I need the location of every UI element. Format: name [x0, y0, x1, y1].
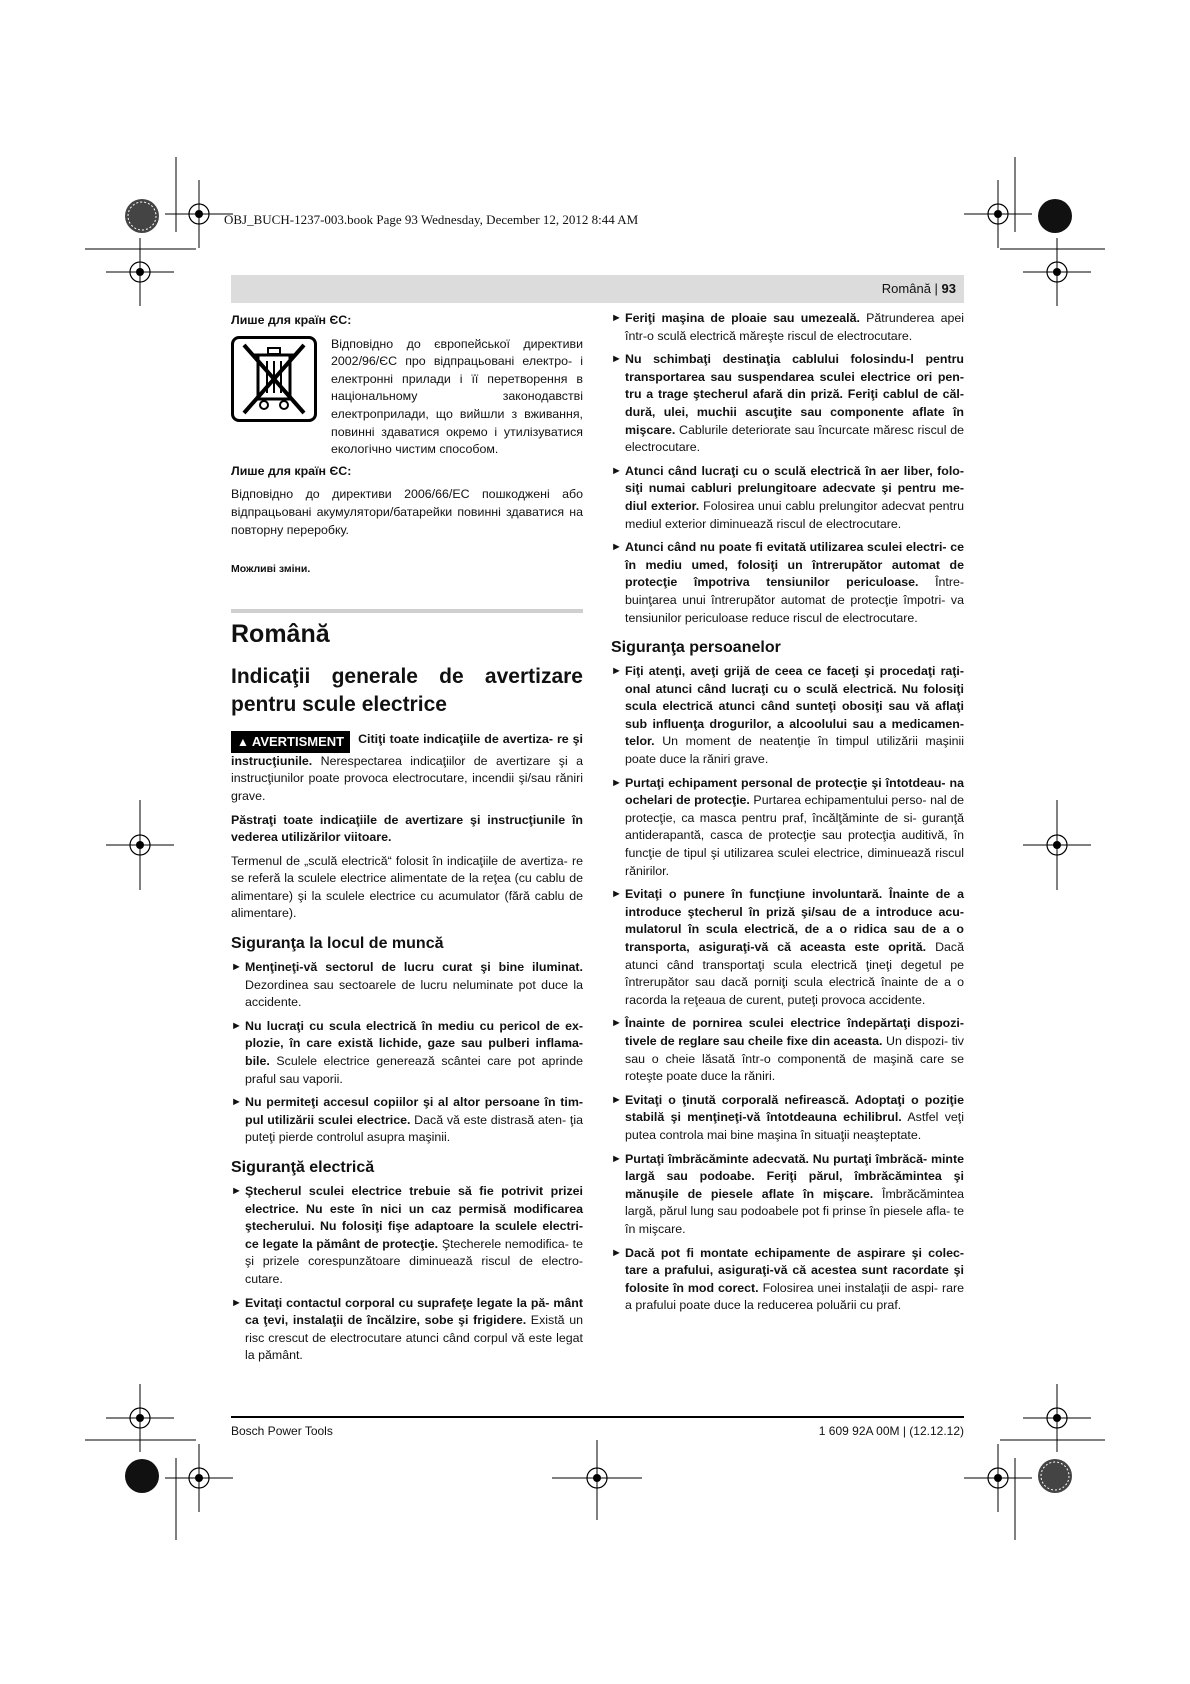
- list-item: [611, 310, 964, 345]
- warning-badge: [231, 731, 350, 753]
- item-text: Folosirea unui cablu prelungitor adecvat pentru mediul exterior diminuează riscul de electrocutare.: [625, 498, 964, 531]
- bullet-triangle-icon: ►: [231, 1019, 242, 1032]
- item-bold: Menţineţi-vă sectorul de lucru curat şi bine iluminat.: [245, 960, 583, 975]
- item-bold: Nu schimbaţi destinaţia cablului folosindu-l pentru transportarea sau suspendarea sculei electrice ori pen- tru a trage ştecherul afară din priză. Feriţi cablul de căl- dură, ulei, muchii ascuţite sau componente aflate în mişcare.: [625, 352, 964, 437]
- list-item: [611, 1015, 964, 1085]
- bullet-triangle-icon: ►: [611, 888, 622, 901]
- item-text: Pătrunderea apei într-o sculă electrică măreşte riscul de electrocutare.: [625, 311, 964, 343]
- section-title: Română: [231, 619, 330, 648]
- item-text: Sculele electrice generează scântei care pot aprinde praful sau vaporii.: [245, 1054, 583, 1086]
- item-bold: Dacă pot fi montate echipamente de aspirare şi colec- tare a prafului, asiguraţi-vă că acestea sunt racordate şi folosite în mod corect.: [625, 1245, 964, 1295]
- header-language: Română: [881, 281, 931, 296]
- bullet-triangle-icon: ►: [231, 1296, 242, 1309]
- item-text: Purtarea echipamentului perso- nal de protecţie, ca masca pentru praf, încălţăminte de si- guranţă antiderapantă, casca de protecţie sau protecţia auditivă, în funcţie de tipul şi utilizarea sculei electrice, diminuează riscul rănirilor.: [625, 793, 964, 878]
- item-text: Îmbrăcămintea largă, părul lung sau podoabele pot fi prinse în piesele afla- te în mişcare.: [625, 1186, 964, 1236]
- page-header: [882, 281, 956, 296]
- list-item: [611, 1245, 964, 1315]
- weee-notice: [231, 336, 583, 459]
- warning-paragraph: [231, 731, 583, 806]
- list-item: [231, 959, 583, 1012]
- bullet-triangle-icon: ►: [611, 353, 622, 366]
- list-item: [611, 351, 964, 457]
- item-bold: Evitaţi o punere în funcţiune involuntară. Înainte de a introduce ştecherul în priză şi/sau de a introduce acu- mulatorul în scula electrică, de a o ridica sau de a o transporta, asiguraţi-vă că aceasta este oprită.: [625, 887, 964, 954]
- bullet-triangle-icon: ►: [611, 1093, 622, 1106]
- item-bold: Înainte de pornirea sculei electrice îndepărtaţi dispozi- tivele de reglare sau cheile fixe din aceasta.: [625, 1016, 964, 1048]
- heading-electrical-safety: Siguranţă electrică: [231, 1159, 375, 1176]
- list-item: [231, 1295, 583, 1365]
- item-bold: Feriţi maşina de ploaie sau umezeală.: [625, 311, 860, 325]
- list-item: [611, 1151, 964, 1239]
- item-bold: Evitaţi contactul corporal cu suprafeţe legate la pă- mânt ca ţevi, instalaţii de încălzire, sobe şi frigidere.: [245, 1295, 583, 1328]
- bullet-triangle-icon: ►: [611, 464, 622, 477]
- bullet-triangle-icon: ►: [611, 541, 622, 554]
- item-text: Un moment de neatenţie în timpul utilizării maşinii poate duce la răniri grave.: [625, 734, 964, 767]
- item-text: Ştecherele nemodifica- te şi prizele corespunzătoare diminuează riscul de electro- cutare.: [245, 1236, 584, 1286]
- section-divider: [231, 609, 583, 613]
- eu-only-heading-2: Лише для країн ЄС:: [231, 463, 352, 478]
- list-item: [611, 1092, 964, 1145]
- list-item: [611, 663, 964, 769]
- bullet-triangle-icon: ►: [611, 776, 622, 789]
- list-item: [611, 463, 964, 533]
- list-item: [611, 775, 964, 881]
- item-bold: Atunci când nu poate fi evitată utilizarea sculei electri- ce în mediu umed, folosiţi un întrerupător automat de protecţie împotriva tensiunilor periculoase.: [625, 540, 964, 590]
- warning-badge-label: AVERTISMENT: [251, 733, 345, 749]
- right-column: [611, 310, 964, 1321]
- list-item: [611, 539, 964, 627]
- bullet-triangle-icon: ►: [611, 1017, 622, 1030]
- bullet-triangle-icon: ►: [611, 1152, 622, 1165]
- item-bold: Evitaţi o ţinută corporală nefirească. Adoptaţi o poziţie stabilă şi menţineţi-vă întotdeauna echilibrul.: [625, 1092, 964, 1125]
- bullet-triangle-icon: ►: [231, 1096, 242, 1109]
- page-number: 93: [941, 281, 956, 296]
- item-bold: Purtaţi echipament personal de protecţie şi întotdeau- na ochelari de protecţie.: [625, 775, 964, 808]
- subject-to-change: Можливі зміни.: [231, 563, 311, 576]
- doc-title: Indicaţii generale de avertizare pentru scule electrice: [231, 664, 583, 716]
- item-text: Dacă vă este distrasă aten- ţia puteţi pierde controlul asupra maşinii.: [245, 1112, 583, 1145]
- warning-triangle-icon: ▲: [237, 734, 249, 749]
- item-bold: Purtaţi îmbrăcăminte adecvată. Nu purtaţi îmbrăcă- minte largă sau podoabe. Feriţi părul, îmbrăcămintea şi mănuşile de piesele aflate în mişcare.: [625, 1151, 964, 1201]
- item-bold: Nu permiteţi accesul copiilor şi al altor persoane în tim- pul utilizării sculei electrice.: [245, 1095, 583, 1127]
- item-text: Un dispozi- tiv sau o cheie lăsată într-o componentă de maşină care se roteşte poate duce la răniri.: [625, 1033, 964, 1084]
- list-item: [611, 886, 964, 1009]
- item-bold: Fiţi atenţi, aveţi grijă de ceea ce faceţi şi procedaţi raţi- onal atunci când lucraţi cu o sculă electrică. Nu folosiţi scula electrică atunci când sunteţi obosiţi sau vă aflaţi sub influenţa drogurilor, a alcoolului sau a medicamen- telor.: [625, 664, 964, 749]
- list-item: [231, 1018, 583, 1088]
- item-text: Cablurile deteriorate sau încurcate măresc riscul de electrocutare.: [625, 422, 964, 455]
- header-separator: |: [930, 281, 942, 296]
- print-slug: OBJ_BUCH-1237-003.book Page 93 Wednesday, December 12, 2012 8:44 AM: [224, 212, 639, 227]
- weee-text: Відповідно до європейської директиви 2002/96/ЄС про відпрацьовані електро- і електронні прилади і її перетворення в національному законодавстві електроприлади, що вийшли з вживання, повинні здаватися окремо і утилізуватися екологічно чистим способом.: [331, 336, 583, 457]
- battery-disposal-text: Відповідно до директиви 2006/66/EC пошкоджені або відпрацьовані акумулятори/батарейки повинні здаватися на повторну переробку.: [231, 487, 583, 537]
- bullet-triangle-icon: ►: [611, 665, 622, 678]
- footer-code: 1 609 92A 00M | (12.12.12): [818, 1424, 964, 1438]
- item-text: Dacă atunci când transportaţi scula electrică ţineţi degetul pe întrerupător sau dacă porniţi scula electrică înainte de a o racorda la reţeaua de curent, puteţi provoca accidente.: [625, 940, 964, 1007]
- item-text: Există un risc crescut de electrocutare atunci când corpul vă este legat la pământ.: [245, 1313, 583, 1363]
- list-item: [231, 1183, 583, 1289]
- heading-work-area: Siguranţa la locul de muncă: [231, 935, 444, 953]
- item-bold: Ştecherul sculei electrice trebuie să fie potrivit prizei electrice. Nu este în nici un caz permisă modificarea ştecherului. Nu folosiţi fişe adaptoare la sculele electri- ce legate la pământ de protecţie.: [245, 1184, 583, 1251]
- footer-rule: [231, 1416, 964, 1418]
- list-item: [231, 1094, 583, 1147]
- bullet-triangle-icon: ►: [231, 1185, 242, 1197]
- item-text: Astfel veţi putea controla mai bine maşina în situaţii neaşteptate.: [625, 1110, 964, 1142]
- keep-instructions: Păstraţi toate indicaţiile de avertizare şi instrucţiunile în vederea utilizărilor viitoare.: [231, 812, 583, 845]
- left-column: [231, 312, 583, 1371]
- eu-only-heading-1: Лише для країн ЄС:: [231, 313, 352, 327]
- crossed-bin-icon: [231, 336, 317, 422]
- item-bold: Nu lucraţi cu scula electrică în mediu cu pericol de ex- plozie, în care există lichide, gaze sau pulberi inflama- bile.: [245, 1018, 583, 1069]
- heading-personal-safety: Siguranţa persoanelor: [611, 639, 781, 657]
- item-text: Dezordinea sau sectoarele de lucru neluminate pot duce la accidente.: [245, 977, 583, 1010]
- page-header-bar: [231, 275, 964, 303]
- item-text: Între- buinţarea unui întrerupător automat de protecţie împotri- va tensiunilor periculoase reduce riscul de electrocutare.: [625, 575, 964, 625]
- bullet-triangle-icon: ►: [611, 312, 622, 324]
- bullet-triangle-icon: ►: [611, 1246, 622, 1259]
- item-text: Folosirea unei instalaţii de aspi- rare a prafului poate duce la reducerea poluării cu praf.: [625, 1280, 965, 1313]
- bullet-triangle-icon: ►: [231, 961, 242, 974]
- footer-brand: Bosch Power Tools: [231, 1424, 333, 1438]
- warning-bold: Citiţi toate indicaţiile de avertiza- re şi instrucţiunile.: [231, 731, 583, 768]
- item-bold: Atunci când lucraţi cu o sculă electrică în aer liber, folo- siţi numai cabluri prelungitoare adecvate şi pentru me- diul exterior.: [625, 463, 964, 513]
- warning-text: Nerespectarea indicaţiilor de avertizare şi a instrucţiunilor poate provoca electrocutare, incendii şi/sau răniri grave.: [231, 753, 583, 803]
- term-definition: Termenul de „sculă electrică“ folosit în indicaţiile de avertiza- re se referă la sculele electrice alimentate de la reţea (cu cablu de alimentare) şi la sculele electrice cu acumulator (fără cablu de alimentare).: [231, 853, 583, 921]
